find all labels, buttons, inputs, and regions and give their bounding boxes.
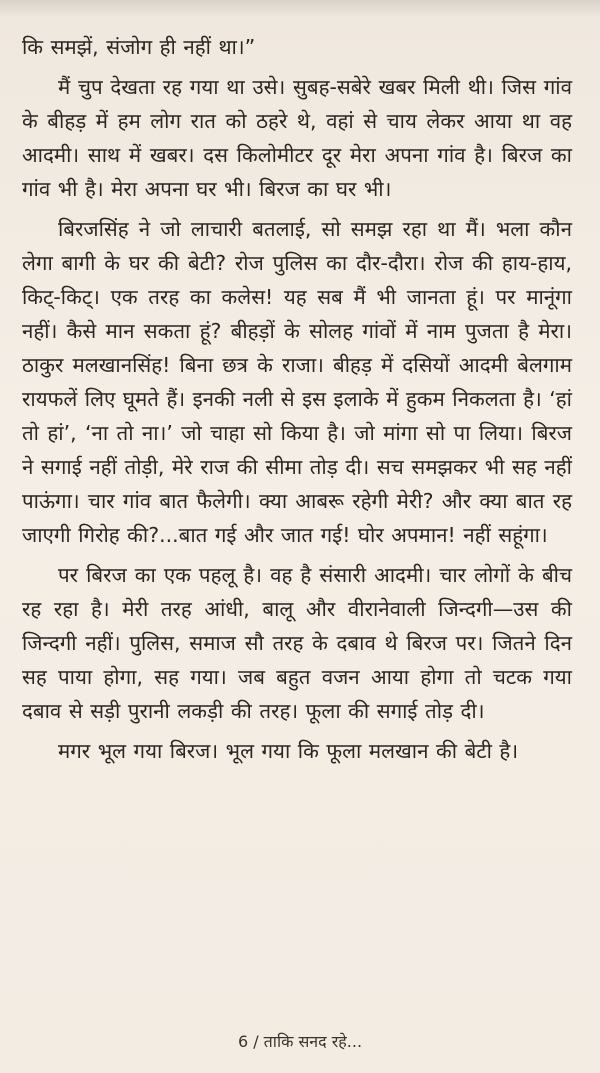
paragraph-1: कि समझें, संजोग ही नहीं था।” [22, 35, 256, 59]
paragraph-4: पर बिरज का एक पहलू है। वह है संसारी आदमी। चार लोगों के बीच रह रहा है। मेरी तरह आंधी, बालू और वीरानेवाली जिन्दगी—उस की जिन्दगी नहीं। पुलिस, समाज सौ तरह के दबाव थे बिरज पर। जितने दिन सह पाया होगा, सह गया। जब बहुत वजन आया होगा तो चटक गया दबाव से सड़ी पुरानी लकड़ी की तरह। फूला की सगाई तोड़ दी। [22, 563, 572, 723]
footer-text: 6 / ताकि सनद रहे... [237, 1032, 363, 1051]
paragraph-2: मैं चुप देखता रह गया था उसे। सुबह-सबेरे खबर मिली थी। जिस गांव के बीहड़ में हम लोग रात को ठहरे थे, वहां से चाय लेकर आया था वह आदमी। साथ में खबर। दस किलोमीटर दूर मेरा अपना गांव है। बिरज का गांव भी है। मेरा अपना घर भी। बिरज का घर भी। [22, 75, 572, 201]
paragraph-5: मगर भूल गया बिरज। भूल गया कि फूला मलखान की बेटी है। [58, 739, 519, 763]
header-bleed-through [0, 0, 600, 18]
paragraph-3: बिरजसिंह ने जो लाचारी बतलाई, सो समझ रहा था मैं। भला कौन लेगा बागी के घर की बेटी? रोज पुलिस का दौर-दौरा। रोज की हाय-हाय, किट्-किट्। एक तरह का कलेस! यह सब मैं भी जानता हूं। पर मानूंगा नहीं। कैसे मान सकता हूं? बीहड़ों के सोलह गांवों में नाम पुजता है मेरा। ठाकुर मलखानसिंह! बिना छत्र के राजा। बीहड़ में दसियों आदमी बेलगाम रायफलें लिए घूमते हैं। इनकी नली से इस इलाके में हुकम निकलता है। ‘हां तो हां’, ‘ना तो ना।’ जो चाहा सो किया है। जो मांगा सो पा लिया। बिरज ने सगाई नहीं तोड़ी, मेरे राज की सीमा तोड़ दी। सच समझकर भी सह नहीं पाऊंगा। चार गांव बात फैलेगी। क्या आबरू रहेगी मेरी? और क्या बात रह जाएगी गिरोह की?...बात गई और जात गई! घोर अपमान! नहीं सहूंगा। [22, 217, 572, 547]
page-footer [0, 1030, 600, 1052]
